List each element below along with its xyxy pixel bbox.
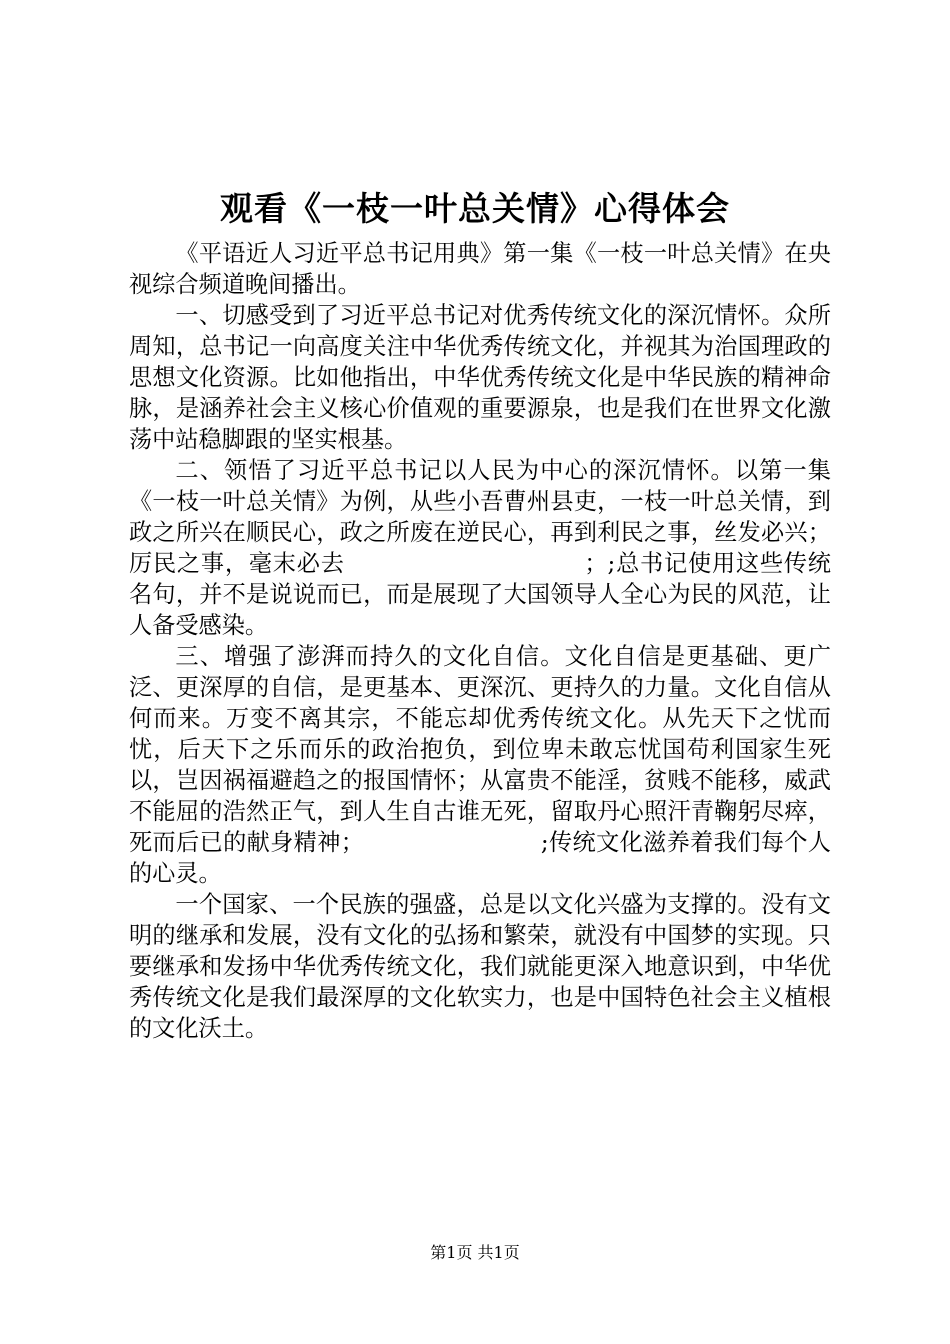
document-title: 观看《一枝一叶总关情》心得体会 (220, 189, 730, 228)
paragraph-point-three: 三、增强了澎湃而持久的文化自信。文化自信是更基础、更广泛、更深厚的自信，是更基本、更深沉、更持久的力量。文化自信从何而来。万变不离其宗，不能忘却优秀传统文化。从先天下之忧而忧，后天下之乐而乐的政治抱负，到位卑未敢忘忧国苟利国家生死以，岂因祸福避趋之的报国情怀；从富贵不能淫，贫贱不能移，威武不能屈的浩然正气，到人生自古谁无死，留取丹心照汗青鞠躬尽瘁，死而后已的献身精神； ;传统文化滋养着我们每个人的心灵。 (129, 643, 831, 887)
paragraph-point-two: 二、领悟了习近平总书记以人民为中心的深沉情怀。以第一集《一枝一叶总关情》为例，从些小吾曹州县吏，一枝一叶总关情，到政之所兴在顺民心，政之所废在逆民心，再到利民之事，丝发必兴；厉民之事，毫末必去 ；;总书记使用这些传统名句，并不是说说而已，而是展现了大国领导人全心为民的风范，让人备受感染。 (129, 457, 831, 639)
paragraph-conclusion: 一个国家、一个民族的强盛，总是以文化兴盛为支撑的。没有文明的继承和发展，没有文化的弘扬和繁荣，就没有中国梦的实现。只要继承和发扬中华优秀传统文化，我们就能更深入地意识到，中华优秀传统文化是我们最深厚的文化软实力，也是中国特色社会主义植根的文化沃土。 (129, 891, 831, 1042)
page-number-footer: 第1页 共1页 (430, 1243, 520, 1262)
paragraph-point-one: 一、切感受到了习近平总书记对优秀传统文化的深沉情怀。众所周知，总书记一向高度关注中华优秀传统文化，并视其为治国理政的思想文化资源。比如他指出，中华优秀传统文化是中华民族的精神命脉，是涵养社会主义核心价值观的重要源泉，也是我们在世界文化激荡中站稳脚跟的坚实根基。 (129, 302, 831, 453)
document-body (129, 238, 831, 1044)
paragraph-intro: 《平语近人习近平总书记用典》第一集《一枝一叶总关情》在央视综合频道晚间播出。 (129, 240, 831, 298)
